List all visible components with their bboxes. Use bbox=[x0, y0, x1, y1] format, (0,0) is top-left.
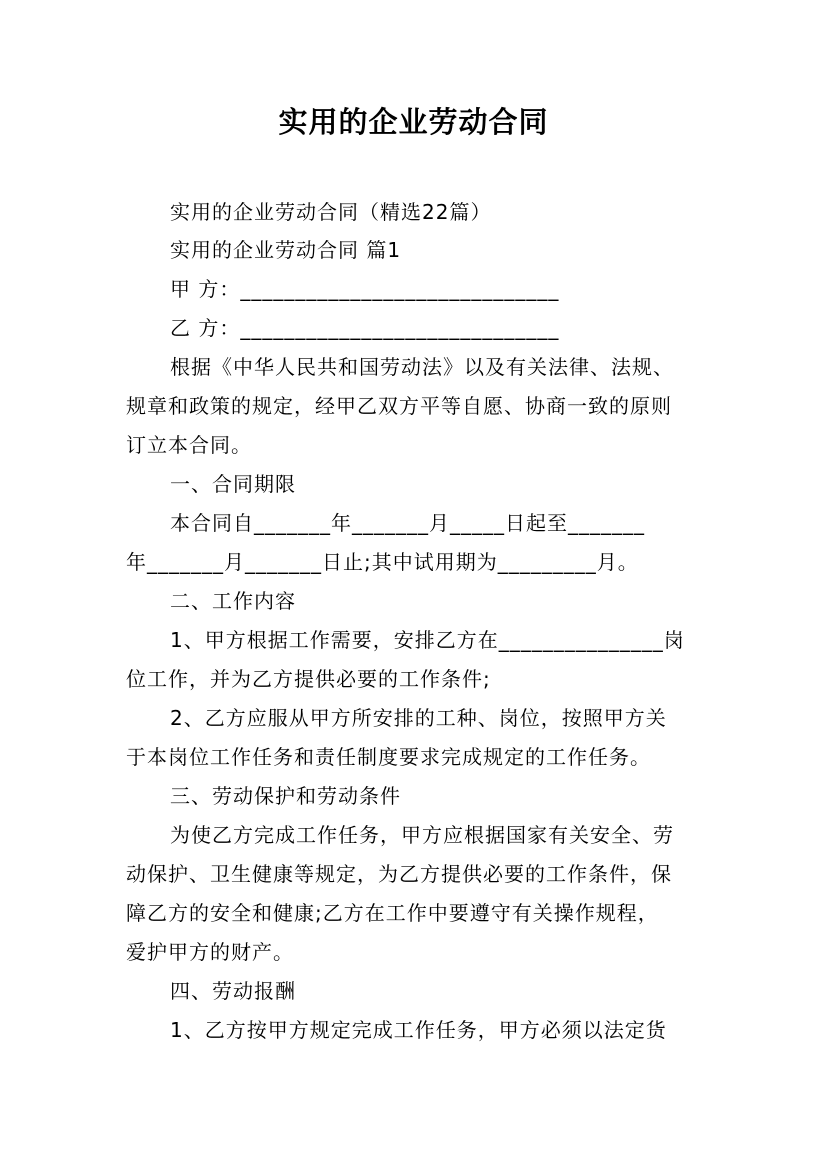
clause-heading: 二、工作内容 bbox=[170, 589, 296, 613]
document-title: 实用的企业劳动合同 bbox=[278, 105, 549, 139]
clause-heading: 一、合同期限 bbox=[170, 472, 296, 496]
paragraph-line: 障乙方的安全和健康;乙方在工作中要遵守有关操作规程， bbox=[126, 901, 659, 925]
paragraph-line: 为使乙方完成工作任务，甲方应根据国家有关安全、劳 bbox=[170, 823, 674, 847]
paragraph-line: 2、乙方应服从甲方所安排的工种、岗位，按照甲方关 bbox=[170, 706, 667, 730]
paragraph-line: 规章和政策的规定，经甲乙双方平等自愿、协商一致的原则 bbox=[126, 394, 672, 418]
paragraph-line: 年_______月_______日止;其中试用期为_________月。 bbox=[126, 550, 639, 574]
paragraph-line: 1、甲方根据工作需要，安排乙方在_______________岗 bbox=[170, 628, 685, 652]
party-b-line: 乙 方：_____________________________ bbox=[170, 316, 560, 340]
clause-heading: 三、劳动保护和劳动条件 bbox=[170, 784, 401, 808]
paragraph-line: 根据《中华人民共和国劳动法》以及有关法律、法规、 bbox=[170, 355, 674, 379]
paragraph-line: 爱护甲方的财产。 bbox=[126, 940, 294, 964]
paragraph-line: 本合同自_______年_______月_____日起至_______ bbox=[170, 511, 645, 535]
paragraph-line: 位工作，并为乙方提供必要的工作条件; bbox=[126, 667, 491, 691]
paragraph-line: 动保护、卫生健康等规定，为乙方提供必要的工作条件，保 bbox=[126, 862, 672, 886]
subtitle-line: 实用的企业劳动合同（精选22篇） bbox=[170, 200, 492, 224]
paragraph-line: 订立本合同。 bbox=[126, 433, 252, 457]
paragraph-line: 于本岗位工作任务和责任制度要求完成规定的工作任务。 bbox=[126, 745, 651, 769]
paragraph-line: 1、乙方按甲方规定完成工作任务，甲方必须以法定货 bbox=[170, 1018, 667, 1042]
clause-heading: 四、劳动报酬 bbox=[170, 979, 296, 1003]
section-heading: 实用的企业劳动合同 篇1 bbox=[170, 238, 402, 262]
party-a-line: 甲 方：_____________________________ bbox=[170, 277, 560, 301]
